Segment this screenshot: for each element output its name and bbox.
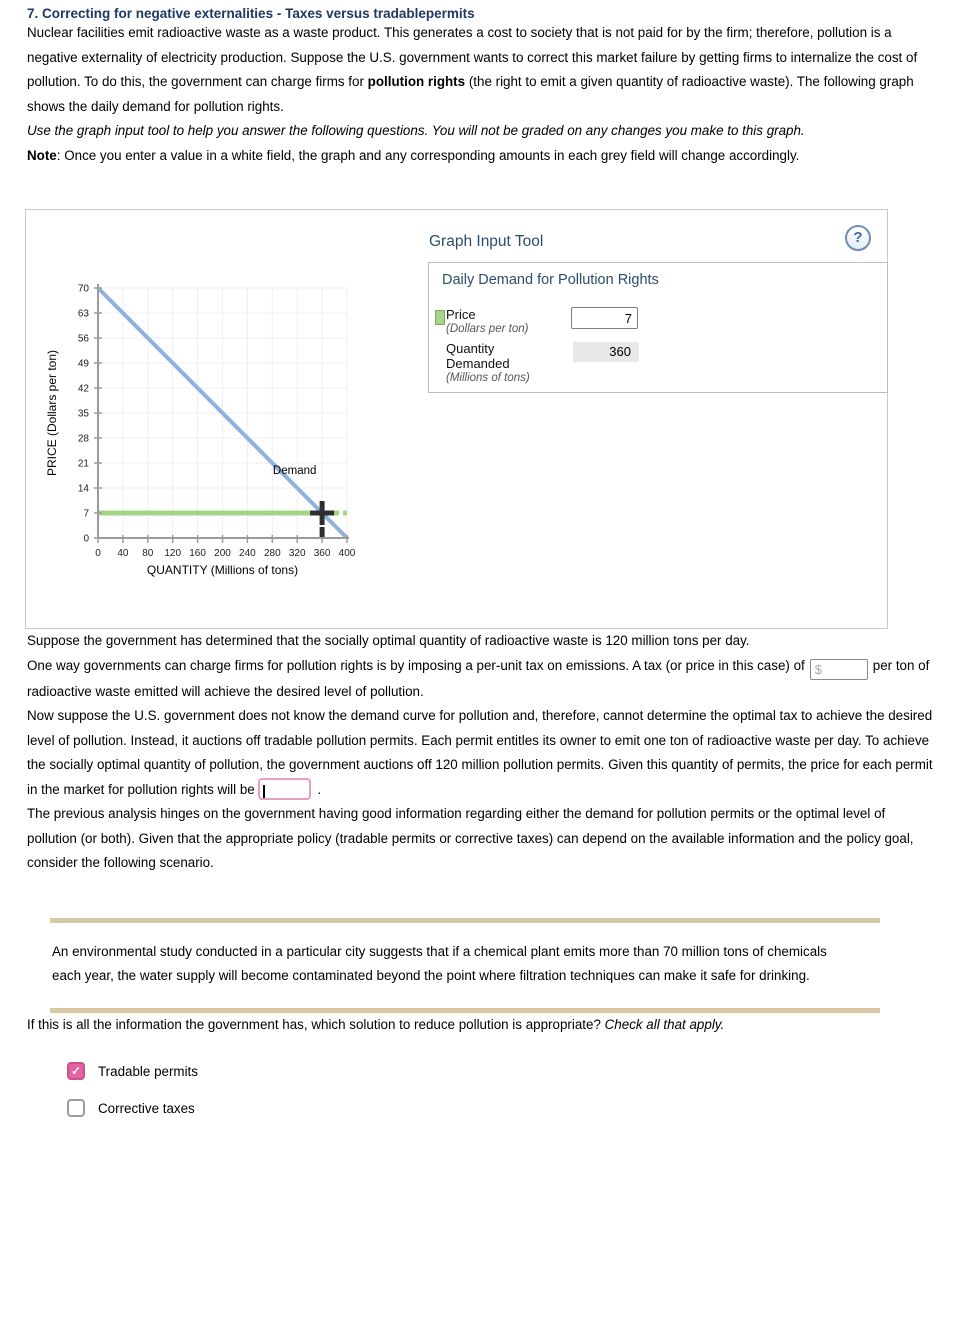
intro-text-2: (the right to emit a given quantity of radioactive waste). The following graph shows the daily demand for pollution rights. bbox=[27, 74, 914, 114]
checkbox-tradable-permits[interactable] bbox=[67, 1062, 85, 1080]
optimal-quantity-statement: Suppose the government has determined that the socially optimal quantity of radioactive waste is 120 million tons per day. bbox=[27, 633, 750, 648]
svg-text:56: 56 bbox=[77, 333, 89, 345]
svg-text:360: 360 bbox=[313, 548, 331, 559]
permits-question bbox=[27, 704, 937, 802]
svg-text:21: 21 bbox=[77, 458, 89, 470]
svg-text:Demand: Demand bbox=[272, 465, 317, 478]
tax-question bbox=[27, 654, 937, 705]
svg-text:320: 320 bbox=[288, 548, 306, 559]
svg-text:QUANTITY (Millions of tons): QUANTITY (Millions of tons) bbox=[146, 563, 299, 577]
svg-text:28: 28 bbox=[77, 433, 89, 445]
svg-text:49: 49 bbox=[77, 358, 89, 370]
note-paragraph bbox=[27, 144, 937, 169]
scenario-text: An environmental study conducted in a particular city suggests that if a chemical plant emits more than 70 million tons of chemicals each year, the water supply will become contaminated beyond the point where filtration techniques can make it safe for drinking. bbox=[52, 943, 827, 983]
intro-text-1: Nuclear facilities emit radioactive waste as a waste product. This generates a cost to society that is not paid for by the firm; therefore, pollution is a negative externality of electricity production. Suppose the U.S. government wants to correct this market failure by getting firms to internalize the cost of pollution. To do this, the government can charge firms for bbox=[27, 25, 918, 89]
intro-paragraph bbox=[27, 21, 937, 119]
price-input[interactable] bbox=[571, 307, 638, 329]
checkbox-corrective-taxes[interactable] bbox=[67, 1099, 85, 1117]
demand-chart[interactable] bbox=[26, 210, 446, 590]
permit-price-input[interactable] bbox=[258, 778, 311, 800]
svg-text:200: 200 bbox=[214, 548, 231, 559]
final-question-text: If this is all the information the government has, which solution to reduce pollution is appropriate? bbox=[27, 1016, 601, 1032]
svg-text:120: 120 bbox=[164, 548, 182, 559]
permits-text: Now suppose the U.S. government does not know the demand curve for pollution and, therefore, cannot determine the optimal tax to achieve the desired level of pollution. Instead, it auctions off tradable pollution permits. Each permit entitles its owner to emit one ton of radioactive waste per day. To achieve the socially optimal quantity of pollution, the government auctions off 120 million pollution permits. Given this quantity of permits, the price for each permit in the market for pollution rights will be bbox=[27, 708, 933, 797]
graph-input-tool-box bbox=[428, 262, 888, 393]
note-label: Note bbox=[27, 147, 57, 163]
price-sublabel: (Dollars per ton) bbox=[446, 323, 529, 335]
graph-panel bbox=[25, 209, 888, 629]
option-label: Tradable permits bbox=[98, 1063, 198, 1079]
analysis-paragraph: The previous analysis hinges on the government having good information regarding either the demand for pollution permits or the optimal level of pollution (or both). Given that the appropriate policy (tradable permits or corrective taxes) can depend on the available information and the policy goal, consider the following scenario. bbox=[27, 806, 914, 870]
text-cursor bbox=[263, 785, 265, 798]
quantity-demanded-label: Quantity Demanded bbox=[446, 341, 510, 371]
permits-suffix: . bbox=[317, 781, 322, 797]
graph-tool-instruction: Use the graph input tool to help you answer the following questions. You will not be graded on any changes you make to this graph. bbox=[27, 123, 805, 138]
option-corrective-taxes[interactable] bbox=[67, 1099, 937, 1117]
svg-text:0: 0 bbox=[95, 548, 101, 559]
quantity-demanded-value: 360 bbox=[573, 342, 639, 362]
price-line-swatch-icon bbox=[435, 310, 445, 325]
help-icon[interactable]: ? bbox=[845, 225, 871, 251]
quantity-sublabel: (Millions of tons) bbox=[446, 372, 530, 384]
svg-text:63: 63 bbox=[77, 308, 89, 320]
tax-amount-input[interactable] bbox=[810, 659, 868, 680]
svg-text:14: 14 bbox=[77, 483, 89, 495]
svg-text:PRICE (Dollars per ton): PRICE (Dollars per ton) bbox=[45, 349, 59, 477]
price-label: Price bbox=[446, 307, 476, 322]
svg-text:0: 0 bbox=[83, 533, 89, 545]
svg-text:160: 160 bbox=[189, 548, 206, 559]
final-question-italic: Check all that apply. bbox=[604, 1016, 725, 1032]
final-question bbox=[27, 1013, 937, 1038]
svg-text:400: 400 bbox=[338, 548, 356, 559]
chart-subtitle: Daily Demand for Pollution Rights bbox=[442, 272, 659, 288]
tax-text-1: One way governments can charge firms for pollution rights is by imposing a per-unit tax on emissions. A tax (or price in this case) of bbox=[27, 657, 805, 673]
checkmark-icon: ✓ bbox=[70, 1064, 82, 1078]
option-tradable-permits[interactable] bbox=[67, 1062, 937, 1080]
svg-text:7: 7 bbox=[83, 508, 89, 520]
svg-text:240: 240 bbox=[239, 548, 256, 559]
svg-text:42: 42 bbox=[77, 383, 89, 395]
page-title: 7. Correcting for negative externalities - Taxes versus tradablepermits bbox=[27, 6, 475, 21]
scenario-block bbox=[50, 918, 880, 1013]
intro-bold-term: pollution rights bbox=[367, 74, 466, 89]
svg-text:280: 280 bbox=[263, 548, 281, 559]
svg-text:70: 70 bbox=[77, 283, 89, 295]
tax-text-2: per ton of radioactive waste emitted will achieve the desired level of pollution. bbox=[27, 657, 930, 699]
answer-options bbox=[67, 1062, 937, 1117]
graph-input-tool-title: Graph Input Tool bbox=[429, 233, 544, 250]
option-label: Corrective taxes bbox=[98, 1100, 195, 1116]
note-text: : Once you enter a value in a white field, the graph and any corresponding amounts in each grey field will change accordingly. bbox=[56, 147, 800, 163]
svg-text:80: 80 bbox=[142, 548, 154, 559]
svg-text:40: 40 bbox=[117, 548, 129, 559]
svg-text:35: 35 bbox=[77, 408, 89, 420]
